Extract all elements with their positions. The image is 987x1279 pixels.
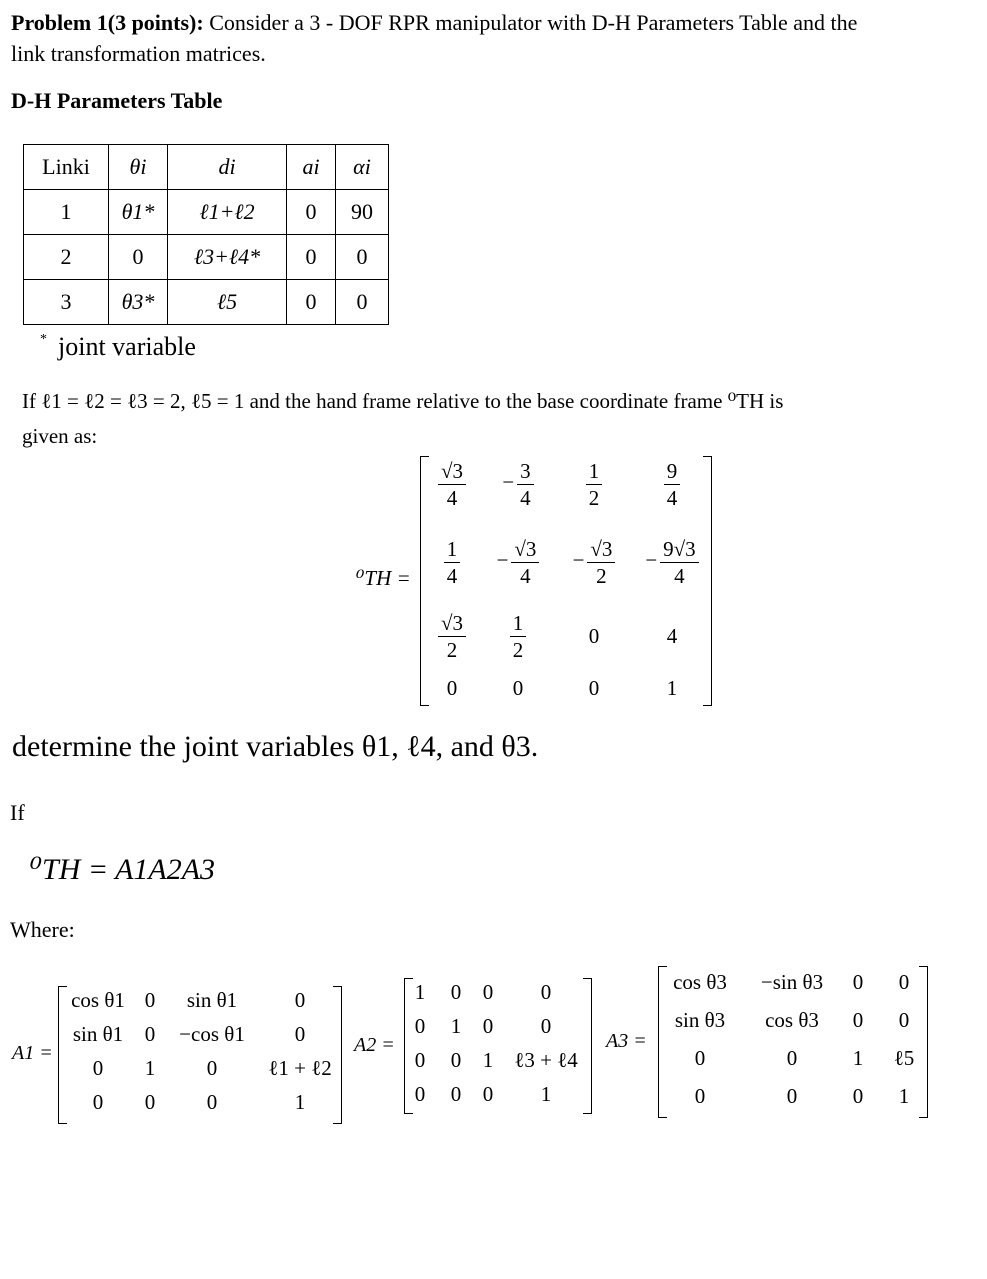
matrix-cell: 0 <box>450 1082 462 1106</box>
matrix-cell: 1 <box>414 980 426 1004</box>
table-header-row <box>24 145 389 190</box>
matrix-cell: 0 <box>450 1048 462 1072</box>
matrix-cell: sin θ1 <box>186 988 238 1012</box>
matrix-cell: 0 <box>482 1014 494 1038</box>
matrix-cell: 0 <box>294 988 306 1012</box>
cell: 0 <box>336 280 389 325</box>
matrix-cell: 0 <box>852 1008 864 1032</box>
matrix-cell: 0 <box>512 676 524 700</box>
cell: 0 <box>287 235 336 280</box>
matrix-cell: 0 <box>206 1056 218 1080</box>
matrix-cell: 1 <box>450 1014 462 1038</box>
problem-intro: Consider a 3 - DOF RPR manipulator with D-H Parameters Table and the <box>203 10 858 35</box>
footnote-mark: * <box>40 332 47 347</box>
matrix-cell: 0 <box>446 676 458 700</box>
matrix-cell: 0 <box>588 624 600 648</box>
matrix-cell: $\frac{1}{2}$ <box>534 458 654 511</box>
matrix-cell: ℓ5 <box>893 1046 915 1070</box>
cell: 0 <box>336 235 389 280</box>
product-equation: ⁰TH = A1A2A3 <box>30 853 216 886</box>
matrix-cell: 0 <box>852 970 864 994</box>
dh-parameters-table <box>23 144 389 325</box>
matrix-cell: $\frac{√3}{4}$ <box>392 458 512 511</box>
matrix-cell: 1 <box>482 1048 494 1072</box>
header-link: Linki <box>24 145 109 190</box>
problem-intro-line2: link transformation matrices. <box>11 41 266 66</box>
matrix-cell: 0 <box>414 1048 426 1072</box>
if-label: If <box>10 800 25 825</box>
matrix-cell: 1 <box>852 1046 864 1070</box>
matrix-cell: 0 <box>588 676 600 700</box>
matrix-cell: 1 <box>144 1056 156 1080</box>
table-row <box>24 235 389 280</box>
a1-label: A1 = <box>12 1042 53 1064</box>
matrix-cell: cos θ3 <box>765 1008 819 1032</box>
matrix-cell: − $\frac{3}{4}$ <box>458 458 578 511</box>
t-matrix-lhs: ⁰TH = <box>356 566 411 590</box>
matrix-cell: ℓ1 + ℓ2 <box>268 1056 332 1080</box>
matrix-cell: $\frac{1}{4}$ <box>392 536 512 589</box>
table-row <box>24 280 389 325</box>
dh-table-title: D-H Parameters Table <box>11 88 223 113</box>
matrix-cell: 0 <box>898 970 910 994</box>
matrix-cell: 0 <box>898 1008 910 1032</box>
problem-heading: Problem 1(3 points): <box>11 10 204 35</box>
matrix-cell: $\frac{9}{4}$ <box>612 458 732 511</box>
matrix-cell: 0 <box>540 980 552 1004</box>
matrix-cell: 0 <box>786 1046 798 1070</box>
matrix-cell: 1 <box>294 1090 306 1114</box>
matrix-cell: 0 <box>852 1084 864 1108</box>
matrix-cell: 0 <box>144 1090 156 1114</box>
cell: 1 <box>24 190 109 235</box>
header-alpha: αi <box>336 145 389 190</box>
table-row <box>24 190 389 235</box>
cell: 90 <box>336 190 389 235</box>
cell: ℓ3+ℓ4* <box>168 235 287 280</box>
matrix-cell: 1 <box>898 1084 910 1108</box>
matrix-cell: 0 <box>92 1090 104 1114</box>
matrix-cell: −cos θ1 <box>179 1022 245 1046</box>
cell: 0 <box>109 235 168 280</box>
header-d: di <box>168 145 287 190</box>
cell: ℓ5 <box>168 280 287 325</box>
matrix-cell: sin θ1 <box>72 1022 124 1046</box>
matrix-cell: 0 <box>206 1090 218 1114</box>
cell: ℓ1+ℓ2 <box>168 190 287 235</box>
cell: 0 <box>287 280 336 325</box>
matrix-cell: 0 <box>694 1046 706 1070</box>
given-line1: If ℓ1 = ℓ2 = ℓ3 = 2, ℓ5 = 1 and the hand frame relative to the base coordinate frame ⁰TH is <box>22 389 784 413</box>
matrix-cell: 0 <box>144 988 156 1012</box>
matrix-cell: 0 <box>540 1014 552 1038</box>
task-statement: determine the joint variables θ1, ℓ4, and θ3. <box>12 730 539 763</box>
matrix-cell: 0 <box>414 1014 426 1038</box>
matrix-cell: ℓ3 + ℓ4 <box>514 1048 578 1072</box>
matrix-cell: − $\frac{√3}{4}$ <box>458 536 578 589</box>
cell: 2 <box>24 235 109 280</box>
given-line2: given as: <box>22 424 98 448</box>
a3-label: A3 = <box>606 1030 647 1052</box>
problem-statement <box>11 8 981 38</box>
matrix-cell: cos θ1 <box>71 988 125 1012</box>
matrix-cell: − $\frac{9√3}{4}$ <box>612 536 732 589</box>
matrix-cell: 0 <box>144 1022 156 1046</box>
matrix-cell: − $\frac{√3}{2}$ <box>534 536 654 589</box>
matrix-cell: cos θ3 <box>673 970 727 994</box>
footnote-text: joint variable <box>58 332 196 361</box>
matrix-cell: 0 <box>786 1084 798 1108</box>
matrix-cell: −sin θ3 <box>760 970 824 994</box>
header-theta: θi <box>109 145 168 190</box>
matrix-cell: $\frac{√3}{2}$ <box>392 610 512 663</box>
matrix-cell: 0 <box>92 1056 104 1080</box>
cell: 3 <box>24 280 109 325</box>
a2-label: A2 = <box>354 1034 395 1056</box>
where-label: Where: <box>10 917 75 942</box>
matrix-cell: 0 <box>482 980 494 1004</box>
matrix-cell: 0 <box>294 1022 306 1046</box>
cell: θ3* <box>109 280 168 325</box>
matrix-cell: 0 <box>694 1084 706 1108</box>
matrix-cell: 1 <box>666 676 678 700</box>
matrix-cell: 0 <box>450 980 462 1004</box>
matrix-cell: 1 <box>540 1082 552 1106</box>
matrix-cell: 0 <box>482 1082 494 1106</box>
matrix-cell: 0 <box>414 1082 426 1106</box>
cell: θ1* <box>109 190 168 235</box>
matrix-cell: 4 <box>666 624 678 648</box>
matrix-cell: $\frac{1}{2}$ <box>458 610 578 663</box>
matrix-cell: sin θ3 <box>674 1008 726 1032</box>
cell: 0 <box>287 190 336 235</box>
header-a: ai <box>287 145 336 190</box>
